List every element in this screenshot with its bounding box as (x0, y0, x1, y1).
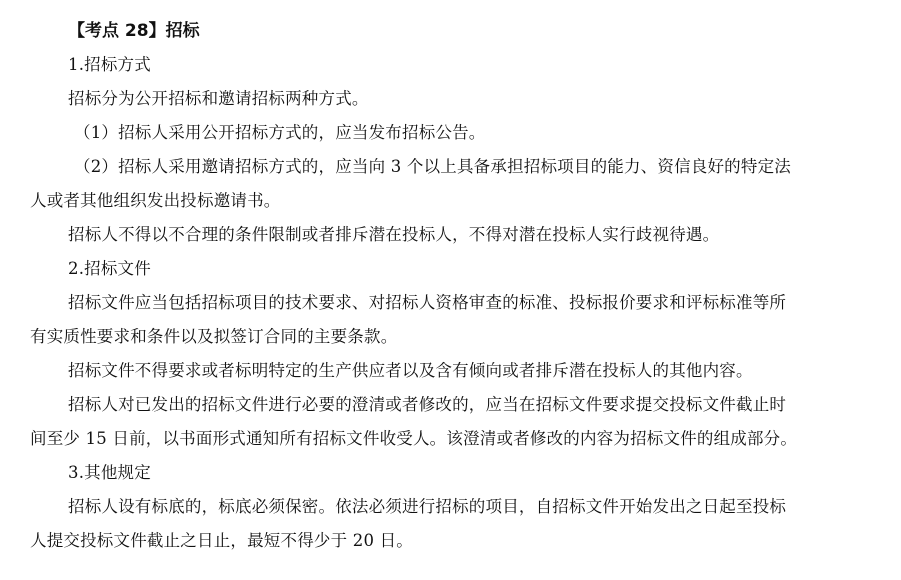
paragraph-document-contents-line2: 有实质性要求和条件以及拟签订合同的主要条款。 (30, 327, 398, 346)
heading-bidding-methods: 1.招标方式 (68, 55, 151, 74)
heading-other-rules: 3.其他规定 (68, 463, 151, 482)
paragraph-invited-bidding-line2: 人或者其他组织发出投标邀请书。 (30, 191, 281, 210)
paragraph-base-price-line1: 招标人设有标底的，标底必须保密。依法必须进行招标的项目，自招标文件开始发出之日起至投标 (68, 497, 787, 516)
section-title: 【考点 28】招标 (68, 21, 200, 41)
paragraph-public-bidding: （1）招标人采用公开招标方式的，应当发布招标公告。 (74, 123, 486, 142)
paragraph-document-clarification-line2: 间至少 15 日前，以书面形式通知所有招标文件收受人。该澄清或者修改的内容为招标文件的组成部分。 (30, 429, 798, 448)
heading-bidding-documents: 2.招标文件 (68, 259, 151, 278)
paragraph-document-contents-line1: 招标文件应当包括招标项目的技术要求、对招标人资格审查的标准、投标报价要求和评标标准等所 (68, 293, 787, 312)
paragraph-bidding-intro: 招标分为公开招标和邀请招标两种方式。 (68, 89, 369, 108)
paragraph-no-discrimination: 招标人不得以不合理的条件限制或者排斥潜在投标人，不得对潜在投标人实行歧视待遇。 (68, 225, 720, 244)
paragraph-document-restrictions: 招标文件不得要求或者标明特定的生产供应者以及含有倾向或者排斥潜在投标人的其他内容。 (68, 361, 753, 380)
paragraph-invited-bidding-line1: （2）招标人采用邀请招标方式的，应当向 3 个以上具备承担招标项目的能力、资信良好的特定法 (74, 157, 791, 176)
paragraph-document-clarification-line1: 招标人对已发出的招标文件进行必要的澄清或者修改的，应当在招标文件要求提交投标文件截止时 (68, 395, 787, 414)
paragraph-base-price-line2: 人提交投标文件截止之日止，最短不得少于 20 日。 (30, 531, 413, 550)
